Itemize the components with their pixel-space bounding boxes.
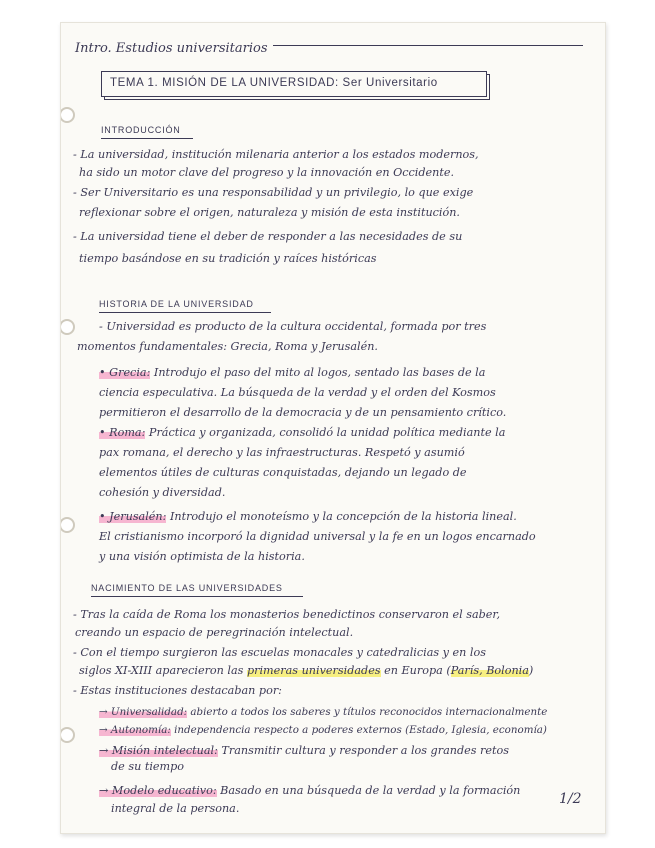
roma-label: • Roma:: [99, 426, 146, 439]
page-title: TEMA 1. MISIÓN DE LA UNIVERSIDAD: Ser Universitario: [110, 77, 438, 89]
feature-label: → Autonomía:: [99, 724, 171, 736]
nacimiento-line: - Estas instituciones destacaban por:: [73, 684, 282, 697]
feature-item: → Universalidad: abierto a todos los saberes y títulos reconocidos internacionalmente: [99, 706, 548, 718]
feature-item-continued: integral de la persona.: [111, 802, 240, 815]
grecia-line: • Grecia: Introdujo el paso del mito al logos, sentado las bases de la: [99, 366, 486, 379]
feature-label: → Misión intelectual:: [99, 744, 218, 757]
header-rule: [273, 45, 583, 46]
heading-underline: [91, 596, 303, 597]
roma-line: • Roma: Práctica y organizada, consolidó la unidad política mediante la: [99, 426, 506, 439]
jerusalen-line: y una visión optimista de la historia.: [99, 550, 305, 563]
roma-line: elementos útiles de culturas conquistadas, dejando un legado de: [99, 466, 467, 479]
nacimiento-line: - Con el tiempo surgieron las escuelas monacales y catedralicias y en los: [73, 646, 486, 659]
feature-label: → Modelo educativo:: [99, 784, 217, 797]
intro-line: ha sido un motor clave del progreso y la innovación en Occidente.: [79, 166, 455, 179]
section-heading-nacimiento: NACIMIENTO DE LAS UNIVERSIDADES: [91, 583, 283, 593]
binder-hole: [60, 727, 75, 743]
roma-line: pax romana, el derecho y las infraestructuras. Respetó y asumió: [99, 446, 465, 459]
notebook-page: [60, 22, 606, 834]
heading-underline: [101, 138, 193, 139]
highlight-paris-bolonia: París, Bolonia: [450, 664, 529, 677]
intro-line: - Ser Universitario es una responsabilidad y un privilegio, lo que exige: [73, 186, 474, 199]
nacimiento-line: - Tras la caída de Roma los monasterios benedictinos conservaron el saber,: [73, 608, 501, 621]
jerusalen-line: El cristianismo incorporó la dignidad universal y la fe en un logos encarnado: [99, 530, 536, 543]
grecia-line: ciencia especulativa. La búsqueda de la verdad y el orden del Kosmos: [99, 386, 496, 399]
grecia-label: • Grecia:: [99, 366, 151, 379]
nacimiento-line: siglos XI-XIII aparecieron las primeras universidades en Europa (París, Bolonia): [79, 664, 534, 677]
highlight-primeras-universidades: primeras universidades: [246, 664, 381, 677]
heading-underline: [99, 312, 271, 313]
feature-item: → Modelo educativo: Basado en una búsqueda de la verdad y la formación: [99, 784, 521, 797]
grecia-line: permitieron el desarrollo de la democracia y de un pensamiento crítico.: [99, 406, 507, 419]
section-heading-intro: INTRODUCCIÓN: [101, 125, 181, 135]
historia-line: momentos fundamentales: Grecia, Roma y Jerusalén.: [77, 340, 378, 353]
page-number: 1/2: [559, 791, 582, 807]
binder-hole: [60, 319, 75, 335]
intro-line: - La universidad, institución milenaria anterior a los estados modernos,: [73, 148, 479, 161]
title-box: [101, 71, 487, 97]
roma-line: cohesión y diversidad.: [99, 486, 226, 499]
intro-line: - La universidad tiene el deber de responder a las necesidades de su: [73, 230, 463, 243]
page-header: Intro. Estudios universitarios: [75, 41, 268, 56]
nacimiento-line: creando un espacio de peregrinación intelectual.: [75, 626, 354, 639]
feature-item: → Misión intelectual: Transmitir cultura y responder a los grandes retos: [99, 744, 509, 757]
historia-line: - Universidad es producto de la cultura occidental, formada por tres: [99, 320, 487, 333]
feature-item: → Autonomía: independencia respecto a poderes externos (Estado, Iglesia, economía): [99, 724, 547, 736]
intro-line: reflexionar sobre el origen, naturaleza y misión de esta institución.: [79, 206, 460, 219]
jerusalen-line: • Jerusalén: Introdujo el monoteísmo y la concepción de la historia lineal.: [99, 510, 517, 523]
binder-hole: [60, 517, 75, 533]
section-heading-historia: HISTORIA DE LA UNIVERSIDAD: [99, 299, 254, 309]
feature-item-continued: de su tiempo: [111, 760, 185, 773]
intro-line: tiempo basándose en su tradición y raíces históricas: [79, 252, 377, 265]
feature-label: → Universalidad:: [99, 706, 188, 718]
binder-hole: [60, 107, 75, 123]
jerusalen-label: • Jerusalén:: [99, 510, 167, 523]
